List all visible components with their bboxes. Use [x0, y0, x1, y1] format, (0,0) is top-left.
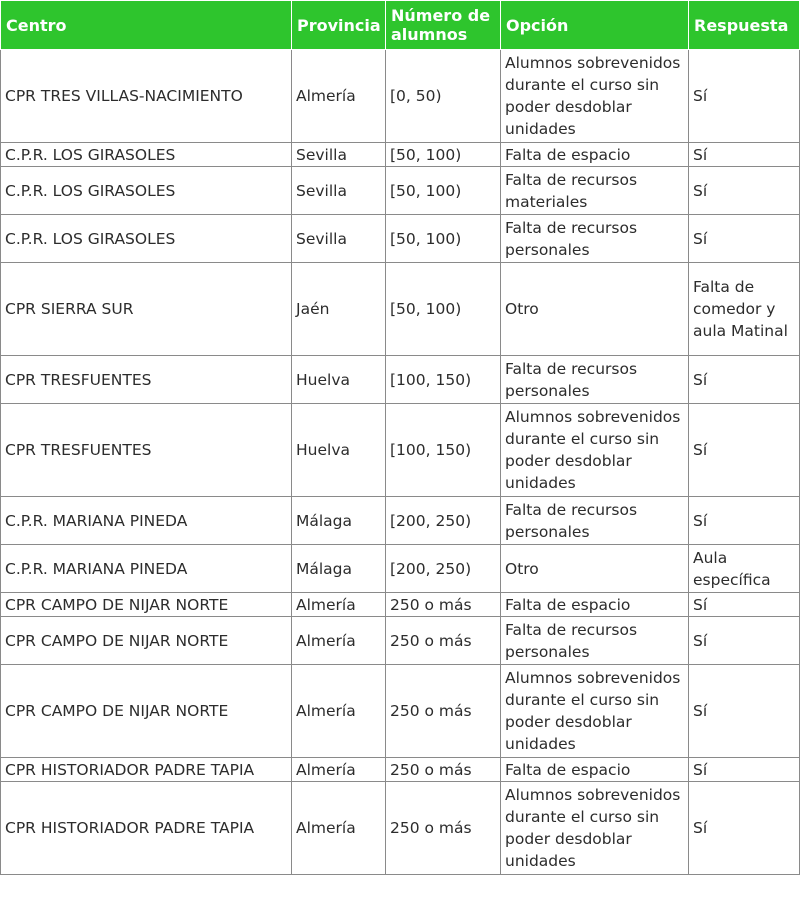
cell-respuesta: Sí	[689, 50, 800, 143]
cell-respuesta: Sí	[689, 665, 800, 758]
header-provincia: Provincia	[292, 1, 386, 50]
cell-respuesta: Sí	[689, 356, 800, 404]
cell-provincia: Jaén	[292, 263, 386, 356]
table-row	[1, 497, 800, 545]
cell-numero-alumnos: [200, 250)	[386, 545, 501, 593]
cell-provincia: Almería	[292, 593, 386, 617]
table-row	[1, 215, 800, 263]
cell-provincia: Málaga	[292, 545, 386, 593]
header-numero-alumnos: Número de alumnos	[386, 1, 501, 50]
cell-respuesta: Sí	[689, 593, 800, 617]
table-row	[1, 593, 800, 617]
header-respuesta: Respuesta	[689, 1, 800, 50]
cell-opcion: Falta de recursos personales	[501, 497, 689, 545]
table-row	[1, 545, 800, 593]
cell-centro: CPR TRESFUENTES	[1, 404, 292, 497]
table-row	[1, 665, 800, 758]
cell-numero-alumnos: 250 o más	[386, 593, 501, 617]
cell-provincia: Almería	[292, 50, 386, 143]
cell-opcion: Alumnos sobrevenidos durante el curso sin poder desdoblar unidades	[501, 782, 689, 875]
cell-centro: C.P.R. MARIANA PINEDA	[1, 497, 292, 545]
cell-opcion: Falta de recursos personales	[501, 215, 689, 263]
cell-centro: CPR HISTORIADOR PADRE TAPIA	[1, 782, 292, 875]
cell-opcion: Alumnos sobrevenidos durante el curso sin poder desdoblar unidades	[501, 404, 689, 497]
cell-numero-alumnos: [200, 250)	[386, 497, 501, 545]
cell-numero-alumnos: [50, 100)	[386, 143, 501, 167]
cell-numero-alumnos: [50, 100)	[386, 263, 501, 356]
header-opcion: Opción	[501, 1, 689, 50]
cell-centro: CPR HISTORIADOR PADRE TAPIA	[1, 758, 292, 782]
cell-provincia: Huelva	[292, 404, 386, 497]
cell-respuesta: Sí	[689, 758, 800, 782]
cell-provincia: Sevilla	[292, 167, 386, 215]
cell-centro: C.P.R. LOS GIRASOLES	[1, 215, 292, 263]
cell-respuesta: Sí	[689, 782, 800, 875]
cell-numero-alumnos: 250 o más	[386, 665, 501, 758]
table-row	[1, 263, 800, 356]
cell-provincia: Sevilla	[292, 215, 386, 263]
table-row	[1, 617, 800, 665]
cell-numero-alumnos: [100, 150)	[386, 356, 501, 404]
cell-centro: C.P.R. MARIANA PINEDA	[1, 545, 292, 593]
table-header	[1, 1, 800, 50]
cell-numero-alumnos: [50, 100)	[386, 167, 501, 215]
cell-provincia: Almería	[292, 665, 386, 758]
cell-respuesta: Sí	[689, 404, 800, 497]
cell-respuesta: Sí	[689, 617, 800, 665]
cell-opcion: Falta de espacio	[501, 758, 689, 782]
cell-numero-alumnos: [50, 100)	[386, 215, 501, 263]
cell-opcion: Falta de espacio	[501, 143, 689, 167]
table-row	[1, 782, 800, 875]
table-row	[1, 50, 800, 143]
cell-opcion: Falta de espacio	[501, 593, 689, 617]
cell-centro: C.P.R. LOS GIRASOLES	[1, 167, 292, 215]
cell-centro: CPR CAMPO DE NIJAR NORTE	[1, 593, 292, 617]
table-row	[1, 404, 800, 497]
cell-provincia: Sevilla	[292, 143, 386, 167]
cell-opcion: Falta de recursos personales	[501, 356, 689, 404]
cell-numero-alumnos: [0, 50)	[386, 50, 501, 143]
cell-opcion: Alumnos sobrevenidos durante el curso sin poder desdoblar unidades	[501, 665, 689, 758]
header-row	[1, 1, 800, 50]
cell-centro: CPR TRES VILLAS-NACIMIENTO	[1, 50, 292, 143]
cell-provincia: Málaga	[292, 497, 386, 545]
cell-provincia: Almería	[292, 617, 386, 665]
cell-respuesta: Falta de comedor y aula Matinal	[689, 263, 800, 356]
cell-provincia: Almería	[292, 758, 386, 782]
table-row	[1, 167, 800, 215]
cell-opcion: Alumnos sobrevenidos durante el curso sin poder desdoblar unidades	[501, 50, 689, 143]
cell-respuesta: Sí	[689, 143, 800, 167]
cell-numero-alumnos: 250 o más	[386, 782, 501, 875]
table-row	[1, 143, 800, 167]
header-centro: Centro	[1, 1, 292, 50]
cell-provincia: Almería	[292, 782, 386, 875]
table-row	[1, 356, 800, 404]
cell-centro: CPR TRESFUENTES	[1, 356, 292, 404]
cell-opcion: Otro	[501, 545, 689, 593]
cell-opcion: Falta de recursos materiales	[501, 167, 689, 215]
cell-numero-alumnos: 250 o más	[386, 758, 501, 782]
cell-opcion: Falta de recursos personales	[501, 617, 689, 665]
cell-respuesta: Aula específica	[689, 545, 800, 593]
cell-centro: CPR CAMPO DE NIJAR NORTE	[1, 665, 292, 758]
cell-respuesta: Sí	[689, 167, 800, 215]
table-row	[1, 758, 800, 782]
cell-centro: CPR SIERRA SUR	[1, 263, 292, 356]
cell-provincia: Huelva	[292, 356, 386, 404]
cell-opcion: Otro	[501, 263, 689, 356]
cell-numero-alumnos: [100, 150)	[386, 404, 501, 497]
cell-numero-alumnos: 250 o más	[386, 617, 501, 665]
cell-respuesta: Sí	[689, 497, 800, 545]
cell-respuesta: Sí	[689, 215, 800, 263]
cell-centro: CPR CAMPO DE NIJAR NORTE	[1, 617, 292, 665]
cell-centro: C.P.R. LOS GIRASOLES	[1, 143, 292, 167]
table-body	[1, 50, 800, 875]
